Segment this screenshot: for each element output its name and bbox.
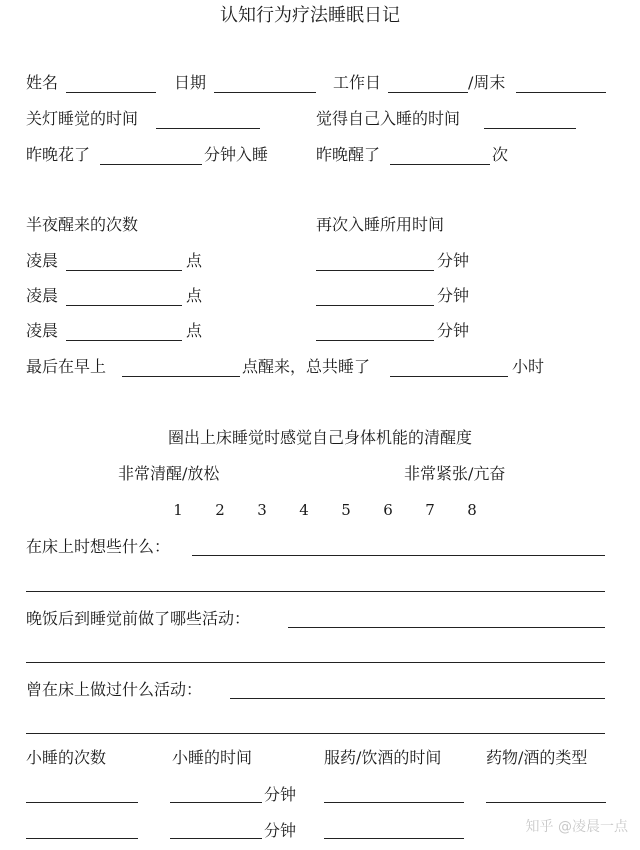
weekend-label: /周末 xyxy=(468,73,506,92)
nap-minutes-label: 分钟 xyxy=(264,821,297,840)
scale-option-6[interactable]: 6 xyxy=(383,501,393,519)
alertness-right-label: 非常紧张/亢奋 xyxy=(404,464,506,483)
medicine-type-field[interactable] xyxy=(486,802,606,803)
nap-count-field[interactable] xyxy=(26,802,138,803)
scale-option-4[interactable]: 4 xyxy=(299,501,309,519)
medicine-type-label: 药物/酒的类型 xyxy=(486,748,588,767)
nap-count-field[interactable] xyxy=(26,838,138,839)
early-morning-label: 凌晨 xyxy=(26,251,59,270)
workday-field[interactable] xyxy=(388,92,468,93)
fall-back-minutes-field[interactable] xyxy=(316,305,434,306)
times-woke-field[interactable] xyxy=(390,164,490,165)
medicine-time-field[interactable] xyxy=(324,802,464,803)
alertness-left-label: 非常清醒/放松 xyxy=(118,464,220,483)
scale-option-3[interactable]: 3 xyxy=(257,501,267,519)
final-wake-field[interactable] xyxy=(122,376,240,377)
early-morning-label: 凌晨 xyxy=(26,286,59,305)
activities-after-dinner-field[interactable] xyxy=(288,627,605,628)
oclock-label: 点 xyxy=(186,251,203,270)
name-field[interactable] xyxy=(66,92,156,93)
scale-option-5[interactable]: 5 xyxy=(341,501,351,519)
workday-label: 工作日 xyxy=(333,73,382,92)
early-morning-label: 凌晨 xyxy=(26,321,59,340)
activities-in-bed-label: 曾在床上做过什么活动： xyxy=(26,680,203,699)
nap-time-field[interactable] xyxy=(170,838,262,839)
scale-option-1[interactable]: 1 xyxy=(173,501,183,519)
wake-time-field[interactable] xyxy=(66,305,182,306)
last-night-took-label: 昨晚花了 xyxy=(26,145,91,164)
times-label: 次 xyxy=(492,145,509,164)
felt-asleep-label: 觉得自己入睡的时间 xyxy=(316,109,461,128)
activities-after-dinner-label: 晚饭后到睡觉前做了哪些活动： xyxy=(26,609,251,628)
activities-after-dinner-extra-line[interactable] xyxy=(26,662,605,663)
wake-time-field[interactable] xyxy=(66,340,182,341)
oclock-label: 点 xyxy=(186,286,203,305)
wake-count-heading: 半夜醒来的次数 xyxy=(26,215,139,234)
alertness-title: 圈出上床睡觉时感觉自己身体机能的清醒度 xyxy=(167,428,472,447)
scale-option-8[interactable]: 8 xyxy=(467,501,477,519)
name-label: 姓名 xyxy=(26,73,59,92)
last-night-woke-label: 昨晚醒了 xyxy=(316,145,381,164)
activities-in-bed-field[interactable] xyxy=(230,698,605,699)
fall-back-minutes-field[interactable] xyxy=(316,270,434,271)
final-wake-middle: 点醒来，总共睡了 xyxy=(242,357,371,376)
date-field[interactable] xyxy=(214,92,316,93)
thoughts-in-bed-label: 在床上时想些什么： xyxy=(26,537,171,556)
zhihu-watermark: 知乎 @凌晨一点 xyxy=(525,819,628,835)
lights-off-field[interactable] xyxy=(156,128,260,129)
lights-off-label: 关灯睡觉的时间 xyxy=(26,109,139,128)
minutes-label: 分钟 xyxy=(437,321,470,340)
nap-count-label: 小睡的次数 xyxy=(26,748,107,767)
wake-time-field[interactable] xyxy=(66,270,182,271)
minutes-to-sleep-field[interactable] xyxy=(100,164,202,165)
date-label: 日期 xyxy=(174,73,207,92)
oclock-label: 点 xyxy=(186,321,203,340)
fall-back-minutes-field[interactable] xyxy=(316,340,434,341)
scale-option-7[interactable]: 7 xyxy=(425,501,435,519)
nap-time-field[interactable] xyxy=(170,802,262,803)
medicine-time-label: 服药/饮酒的时间 xyxy=(324,748,442,767)
hours-label: 小时 xyxy=(512,357,545,376)
minutes-label: 分钟 xyxy=(437,286,470,305)
thoughts-in-bed-field[interactable] xyxy=(192,555,605,556)
page-title: 认知行为疗法睡眠日记 xyxy=(220,5,400,26)
felt-asleep-field[interactable] xyxy=(484,128,576,129)
medicine-time-field[interactable] xyxy=(324,838,464,839)
final-wake-prefix: 最后在早上 xyxy=(26,357,107,376)
activities-in-bed-extra-line[interactable] xyxy=(26,733,605,734)
nap-time-label: 小睡的时间 xyxy=(172,748,253,767)
minutes-label: 分钟 xyxy=(437,251,470,270)
thoughts-in-bed-extra-line[interactable] xyxy=(26,591,605,592)
fall-back-heading: 再次入睡所用时间 xyxy=(316,215,445,234)
total-sleep-field[interactable] xyxy=(390,376,508,377)
minutes-to-sleep-label: 分钟入睡 xyxy=(204,145,269,164)
weekend-field[interactable] xyxy=(516,92,606,93)
nap-minutes-label: 分钟 xyxy=(264,785,297,804)
scale-option-2[interactable]: 2 xyxy=(215,501,225,519)
